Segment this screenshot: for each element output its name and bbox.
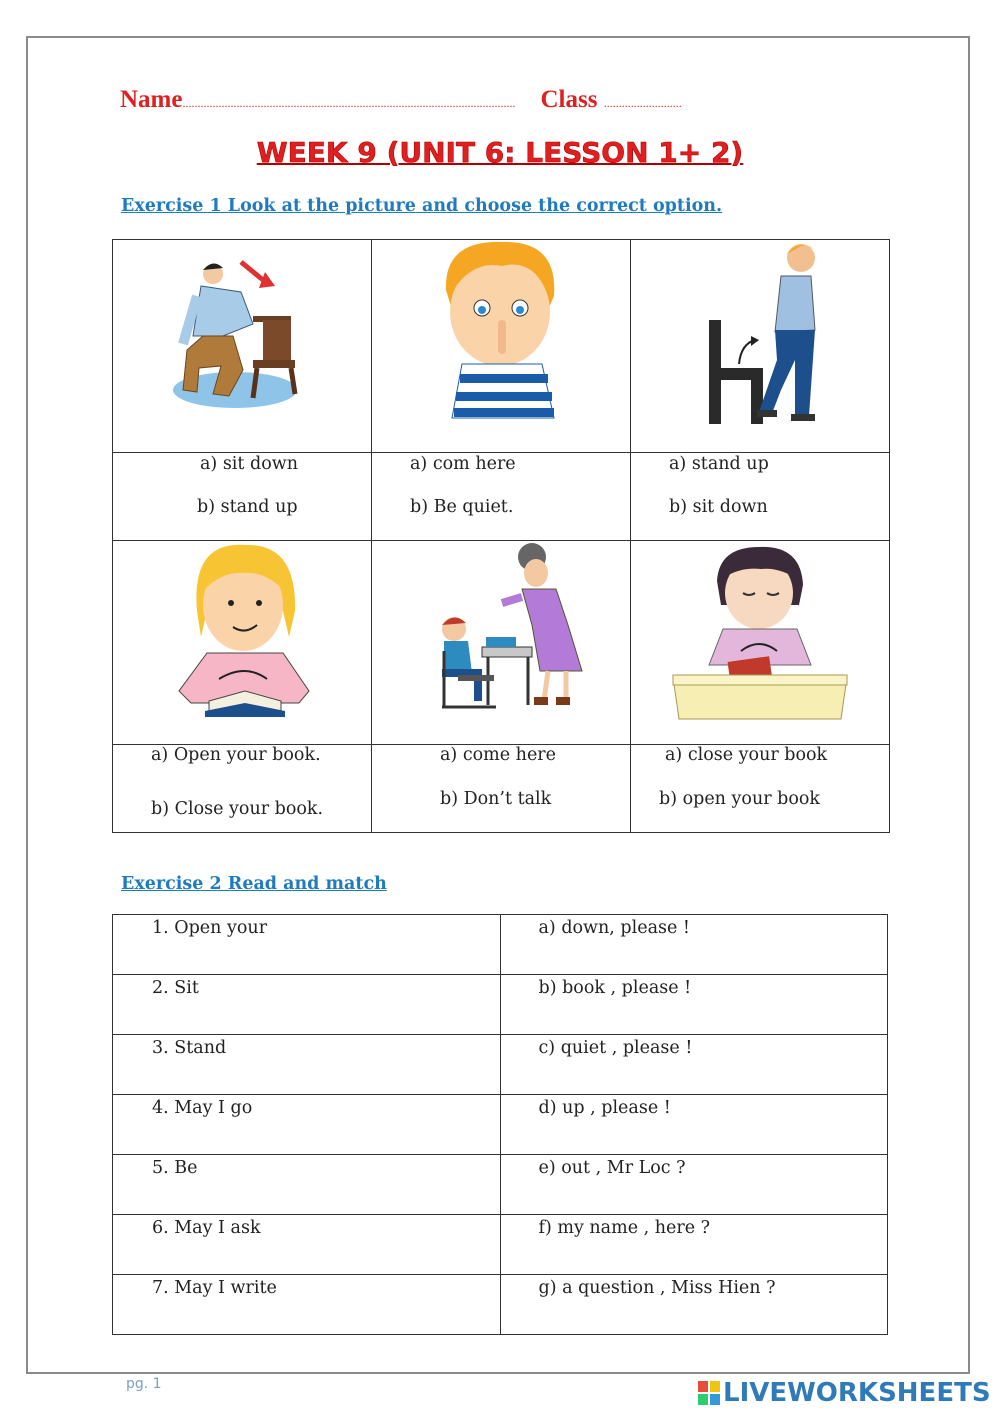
- option-b[interactable]: b) sit down: [669, 497, 768, 517]
- match-right-text: g) a question , Miss Hien ?: [538, 1278, 776, 1298]
- class-label: Class: [540, 86, 598, 113]
- option-a[interactable]: a) com here: [410, 454, 516, 474]
- match-right-text: c) quiet , please !: [538, 1038, 693, 1058]
- match-left-cell[interactable]: [113, 915, 501, 975]
- match-right-cell[interactable]: [500, 1155, 888, 1215]
- teacher-and-pupil-icon: [372, 541, 630, 744]
- match-right-cell[interactable]: [500, 1035, 888, 1095]
- option-cell: [372, 453, 631, 541]
- match-right-cell[interactable]: [500, 915, 888, 975]
- picture-cell: [372, 541, 631, 745]
- page-number: pg. 1: [126, 1376, 162, 1392]
- match-left-cell[interactable]: [113, 1035, 501, 1095]
- option-b[interactable]: b) stand up: [197, 497, 298, 517]
- table-row: [113, 1275, 888, 1335]
- match-left-cell[interactable]: [113, 1215, 501, 1275]
- match-right-cell[interactable]: [500, 1095, 888, 1155]
- option-a[interactable]: a) come here: [440, 745, 557, 765]
- option-a[interactable]: a) close your book: [665, 745, 828, 765]
- page-title: WEEK 9 (UNIT 6: LESSON 1+ 2): [256, 136, 744, 169]
- match-left-text: 7. May I write: [152, 1278, 277, 1298]
- match-right-text: e) out , Mr Loc ?: [538, 1158, 686, 1178]
- picture-cell: [631, 240, 890, 453]
- picture-cell: [113, 541, 372, 745]
- option-cell: [631, 453, 890, 541]
- option-b[interactable]: b) Don’t talk: [440, 789, 552, 809]
- match-right-cell[interactable]: [500, 1215, 888, 1275]
- name-class-line: [120, 86, 820, 114]
- brand-name: LIVEWORKSHEETS: [723, 1378, 991, 1408]
- option-b[interactable]: b) open your book: [659, 789, 821, 809]
- match-left-text: 6. May I ask: [152, 1218, 261, 1238]
- name-blank[interactable]: ...............................................................................................................: [182, 96, 516, 110]
- match-left-text: 4. May I go: [152, 1098, 253, 1118]
- girl-opening-book-icon: [113, 541, 371, 744]
- exercise2-table: [112, 914, 888, 1335]
- match-right-text: f) my name , here ?: [538, 1218, 711, 1238]
- option-cell: [113, 745, 372, 833]
- picture-cell: [113, 240, 372, 453]
- match-left-cell[interactable]: [113, 975, 501, 1035]
- table-row: [113, 1095, 888, 1155]
- exercise2-title: Exercise 2 Read and match: [121, 874, 387, 894]
- option-b[interactable]: b) Be quiet.: [410, 497, 514, 517]
- option-a[interactable]: a) Open your book.: [151, 745, 321, 765]
- class-blank[interactable]: ..........................: [603, 96, 682, 110]
- exercise1-title: Exercise 1 Look at the picture and choose the correct option.: [121, 196, 723, 216]
- match-left-cell[interactable]: [113, 1155, 501, 1215]
- option-b[interactable]: b) Close your book.: [151, 799, 324, 819]
- table-row: [113, 1215, 888, 1275]
- table-row: [113, 1035, 888, 1095]
- exercise1-table: [112, 239, 890, 833]
- option-a[interactable]: a) stand up: [669, 454, 769, 474]
- girl-closing-book-icon: [631, 541, 889, 744]
- name-label: Name: [120, 86, 183, 113]
- option-cell: [372, 745, 631, 833]
- boy-standing-up-icon: [631, 240, 889, 452]
- table-row: [113, 1155, 888, 1215]
- boy-finger-on-lips-icon: [372, 240, 630, 452]
- match-left-text: 5. Be: [152, 1158, 198, 1178]
- option-a[interactable]: a) sit down: [200, 454, 298, 474]
- man-sitting-down-icon: [113, 240, 371, 452]
- match-left-cell[interactable]: [113, 1275, 501, 1335]
- picture-cell: [631, 541, 890, 745]
- option-cell: [631, 745, 890, 833]
- liveworksheets-mark-icon: [697, 1380, 721, 1406]
- liveworksheets-logo: [697, 1378, 991, 1408]
- match-right-cell[interactable]: [500, 975, 888, 1035]
- match-right-text: b) book , please !: [538, 978, 692, 998]
- option-cell: [113, 453, 372, 541]
- match-right-cell[interactable]: [500, 1275, 888, 1335]
- match-right-text: d) up , please !: [538, 1098, 671, 1118]
- match-left-text: 1. Open your: [152, 918, 268, 938]
- table-row: [113, 915, 888, 975]
- match-left-text: 3. Stand: [152, 1038, 227, 1058]
- match-left-text: 2. Sit: [152, 978, 199, 998]
- match-left-cell[interactable]: [113, 1095, 501, 1155]
- table-row: [113, 975, 888, 1035]
- picture-cell: [372, 240, 631, 453]
- match-right-text: a) down, please !: [538, 918, 690, 938]
